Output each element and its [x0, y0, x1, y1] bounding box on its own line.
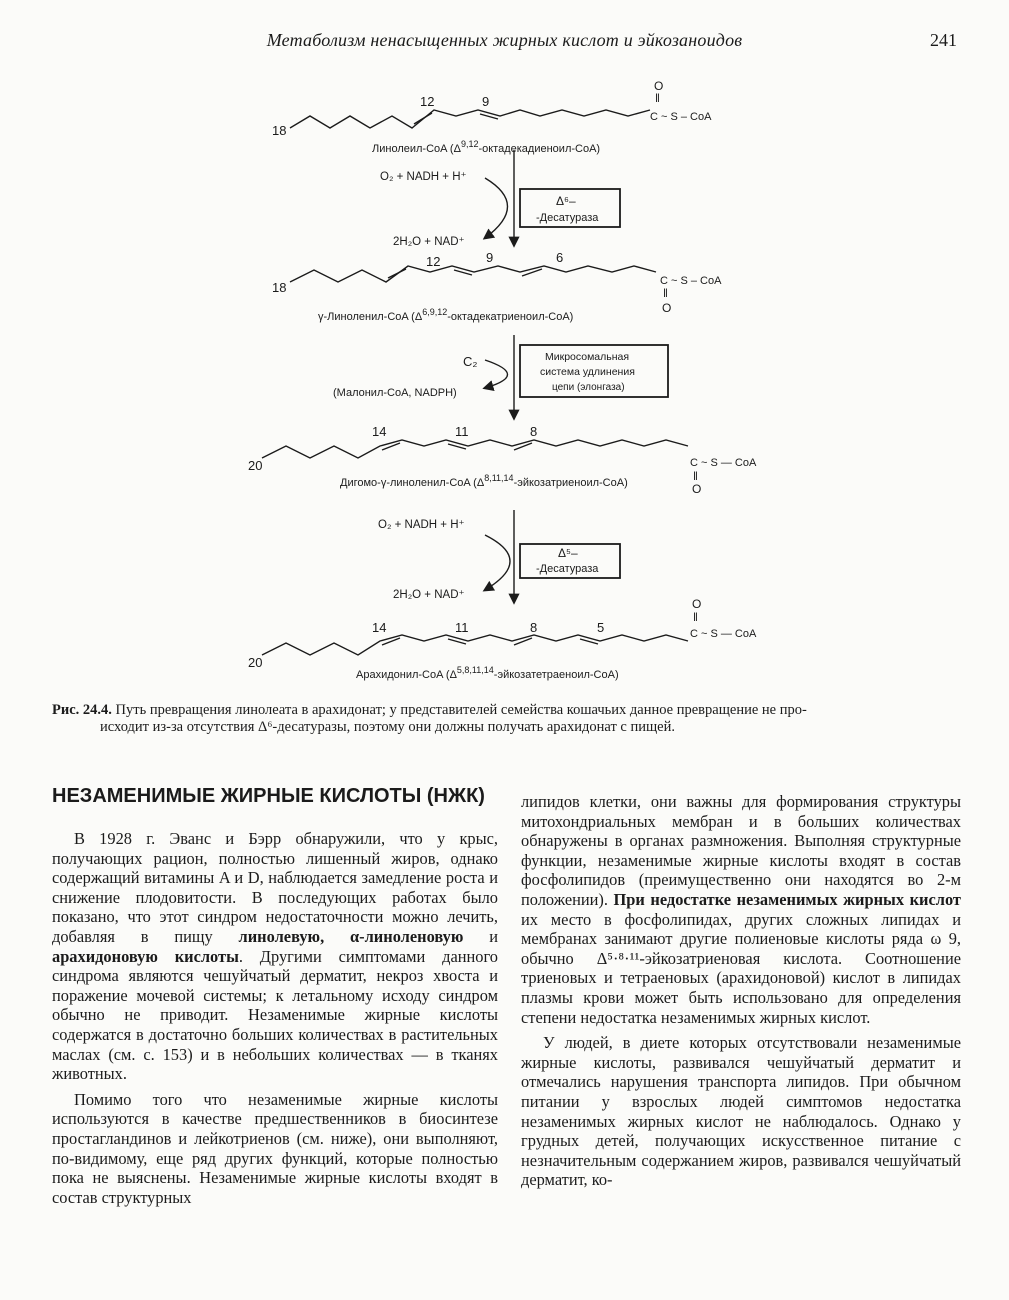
double-bond-mark: ‖	[663, 286, 668, 300]
c2-unit-label: C₂	[463, 354, 478, 369]
position-11-label: 11	[455, 424, 469, 439]
carbonyl-oxygen: O	[654, 79, 664, 93]
figure-label: Рис. 24.4.	[52, 702, 112, 718]
paragraph: липидов клетки, они важны для формирования структуры митохондриальных мембран и в больших количествах обнаружены в органах размножения. Выполняя структурные функции, незаменимые жирные кислоты входят в состав фосфолипидов (преимущественно они находятся во 2-м положении). При недостатке незаменимых жирных кислот их место в фосфолипидах, других сложных липидах и мембранах занимают другие полиеновые кислоты ряда ω 9, обычно Δ⁵·⁸·¹¹-эйкозатриеновая кислота. Соотношение триеновых и тетраеновых (арахидоновой) кислот в липидах плазмы крови может быть использовано для определения степени недостатка незаменимых жирных кислот.	[521, 792, 961, 1027]
carbon-20-label: 20	[248, 458, 263, 473]
gamma-linolenoyl-coa-label: γ-Линоленил-CoA $(\Delta^{6,9,12}-октадекатриеноил-CoA)$	[318, 307, 574, 323]
thioester-group: C ~ S – CoA	[660, 275, 722, 287]
arachidonoyl-coa-label: Арахидонил-CoA $(\Delta^{5,8,11,14}-эйкозатетраеноил-CoA)$	[356, 665, 619, 681]
position-6-label: 6	[556, 250, 564, 265]
position-8-label: 8	[530, 424, 538, 439]
double-bond-mark: ‖	[655, 91, 660, 105]
step1-substrates: O₂ + NADH + H⁺	[380, 171, 467, 183]
carbonyl-oxygen: O	[662, 301, 672, 315]
figure-caption: Рис. 24.4. Путь превращения линолеата в арахидонат; у представителей семейства кошачьих данное превращение не про- исходит из-за отсутствия Δ⁶-десатуразы, поэтому они должны получать арахидонат с пищей.	[52, 702, 807, 735]
position-11-label: 11	[455, 620, 469, 635]
paragraph: У людей, в диете которых отсутствовали незаменимые жирные кислоты, развивался чешуйчатый дерматит и отмечались нарушения транспорта липидов. При обычном питании у взрослых людей симптомов недостатка незаменимых жирных кислот не наблюдалось. Однако у грудных детей, получающих искусственное питание с незначительным содержанием жиров, развивался чешуйчатый дерматит, ко-	[521, 1033, 961, 1190]
elongation-cofactors: (Малонил-CoA, NADPH)	[333, 387, 457, 399]
left-column	[52, 829, 498, 1207]
carbon-18-label: 18	[272, 123, 287, 138]
step1-products: 2H₂O + NAD⁺	[393, 236, 465, 248]
position-5-label: 5	[597, 620, 605, 635]
carbon-18-label: 18	[272, 280, 287, 295]
position-12-label: 12	[426, 254, 441, 269]
step3-substrates: O₂ + NADH + H⁺	[378, 519, 465, 531]
page-number: 241	[930, 30, 957, 50]
step3-enzyme-line1: Δ⁵–	[558, 546, 578, 560]
elongase-line3: цепи (элонгаза)	[552, 382, 625, 393]
carbonyl-oxygen: O	[692, 597, 702, 611]
position-9-label: 9	[486, 250, 494, 265]
step3-products: 2H₂O + NAD⁺	[393, 589, 465, 601]
thioester-group: C ~ S — CoA	[690, 628, 757, 640]
position-12-label: 12	[420, 94, 435, 109]
thioester-group: C ~ S — CoA	[690, 457, 757, 469]
elongase-line2: система удлинения	[540, 366, 635, 378]
carbon-20-label: 20	[248, 655, 263, 670]
linoleoyl-coa-label: Линолеил-CoA $(\Delta^{9,12}-октадекадиеноил-CoA)$	[372, 139, 601, 155]
elongase-line1: Микросомальная	[545, 351, 630, 363]
carbonyl-oxygen: O	[692, 482, 702, 496]
position-9-label: 9	[482, 94, 490, 109]
double-bond-mark: ‖	[693, 610, 698, 624]
position-14-label: 14	[372, 424, 387, 439]
dihomo-coa-label: Дигомо-γ-линоленил-CoA $(\Delta^{8,11,14}-эйкозатриеноил-CoA)$	[340, 473, 628, 489]
linoleoyl-chain	[290, 110, 650, 128]
position-8-label: 8	[530, 620, 538, 635]
dihomo-gamma-linolenoyl-chain	[262, 440, 688, 458]
section-heading: НЕЗАМЕНИМЫЕ ЖИРНЫЕ КИСЛОТЫ (НЖК)	[52, 785, 485, 807]
running-header: Метаболизм ненасыщенных жирных кислот и эйкозаноидов	[266, 30, 743, 50]
step1-enzyme-line2: -Десатураза	[536, 212, 599, 224]
arachidonoyl-chain	[262, 635, 688, 655]
right-column	[521, 792, 961, 1190]
linoleate-to-arachidonate-pathway	[0, 70, 1009, 690]
thioester-group: C ~ S – CoA	[650, 111, 712, 123]
paragraph: Помимо того что незаменимые жирные кислоты используются в качестве предшественников в биосинтезе простагландинов и лейкотриенов (см. ниже), они выполняют, по-видимому, еще ряд других функций, которые полностью пока не выяснены. Незаменимые жирные кислоты входят в состав структурных	[52, 1089, 498, 1207]
paragraph: В 1928 г. Эванс и Бэрр обнаружили, что у крыс, получающих рацион, полностью лишенный жиров, однако содержащий витамины A и D, наблюдается замедление роста и снижение плодовитости. В последующих работах было показано, что этот синдром недостаточности можно лечить, добавляя в пищу линолевую, α-линоленовую и арахидоновую кислоты. Другими симптомами данного синдрома являются чешуйчатый дерматит, некроз хвоста и поражение мочевой системы; к летальному исходу синдром обычно не приводит. Незаменимые жирные кислоты содержатся в достаточно больших количествах в растительных маслах (см. с. 153) и в небольших количествах — в тканях животных.	[52, 829, 498, 1084]
step3-enzyme-line2: -Десатураза	[536, 563, 599, 575]
position-14-label: 14	[372, 620, 387, 635]
gamma-linolenoyl-chain	[290, 266, 656, 282]
step1-enzyme-line1: Δ⁶–	[556, 194, 576, 208]
double-bond-mark: ‖	[693, 469, 698, 483]
